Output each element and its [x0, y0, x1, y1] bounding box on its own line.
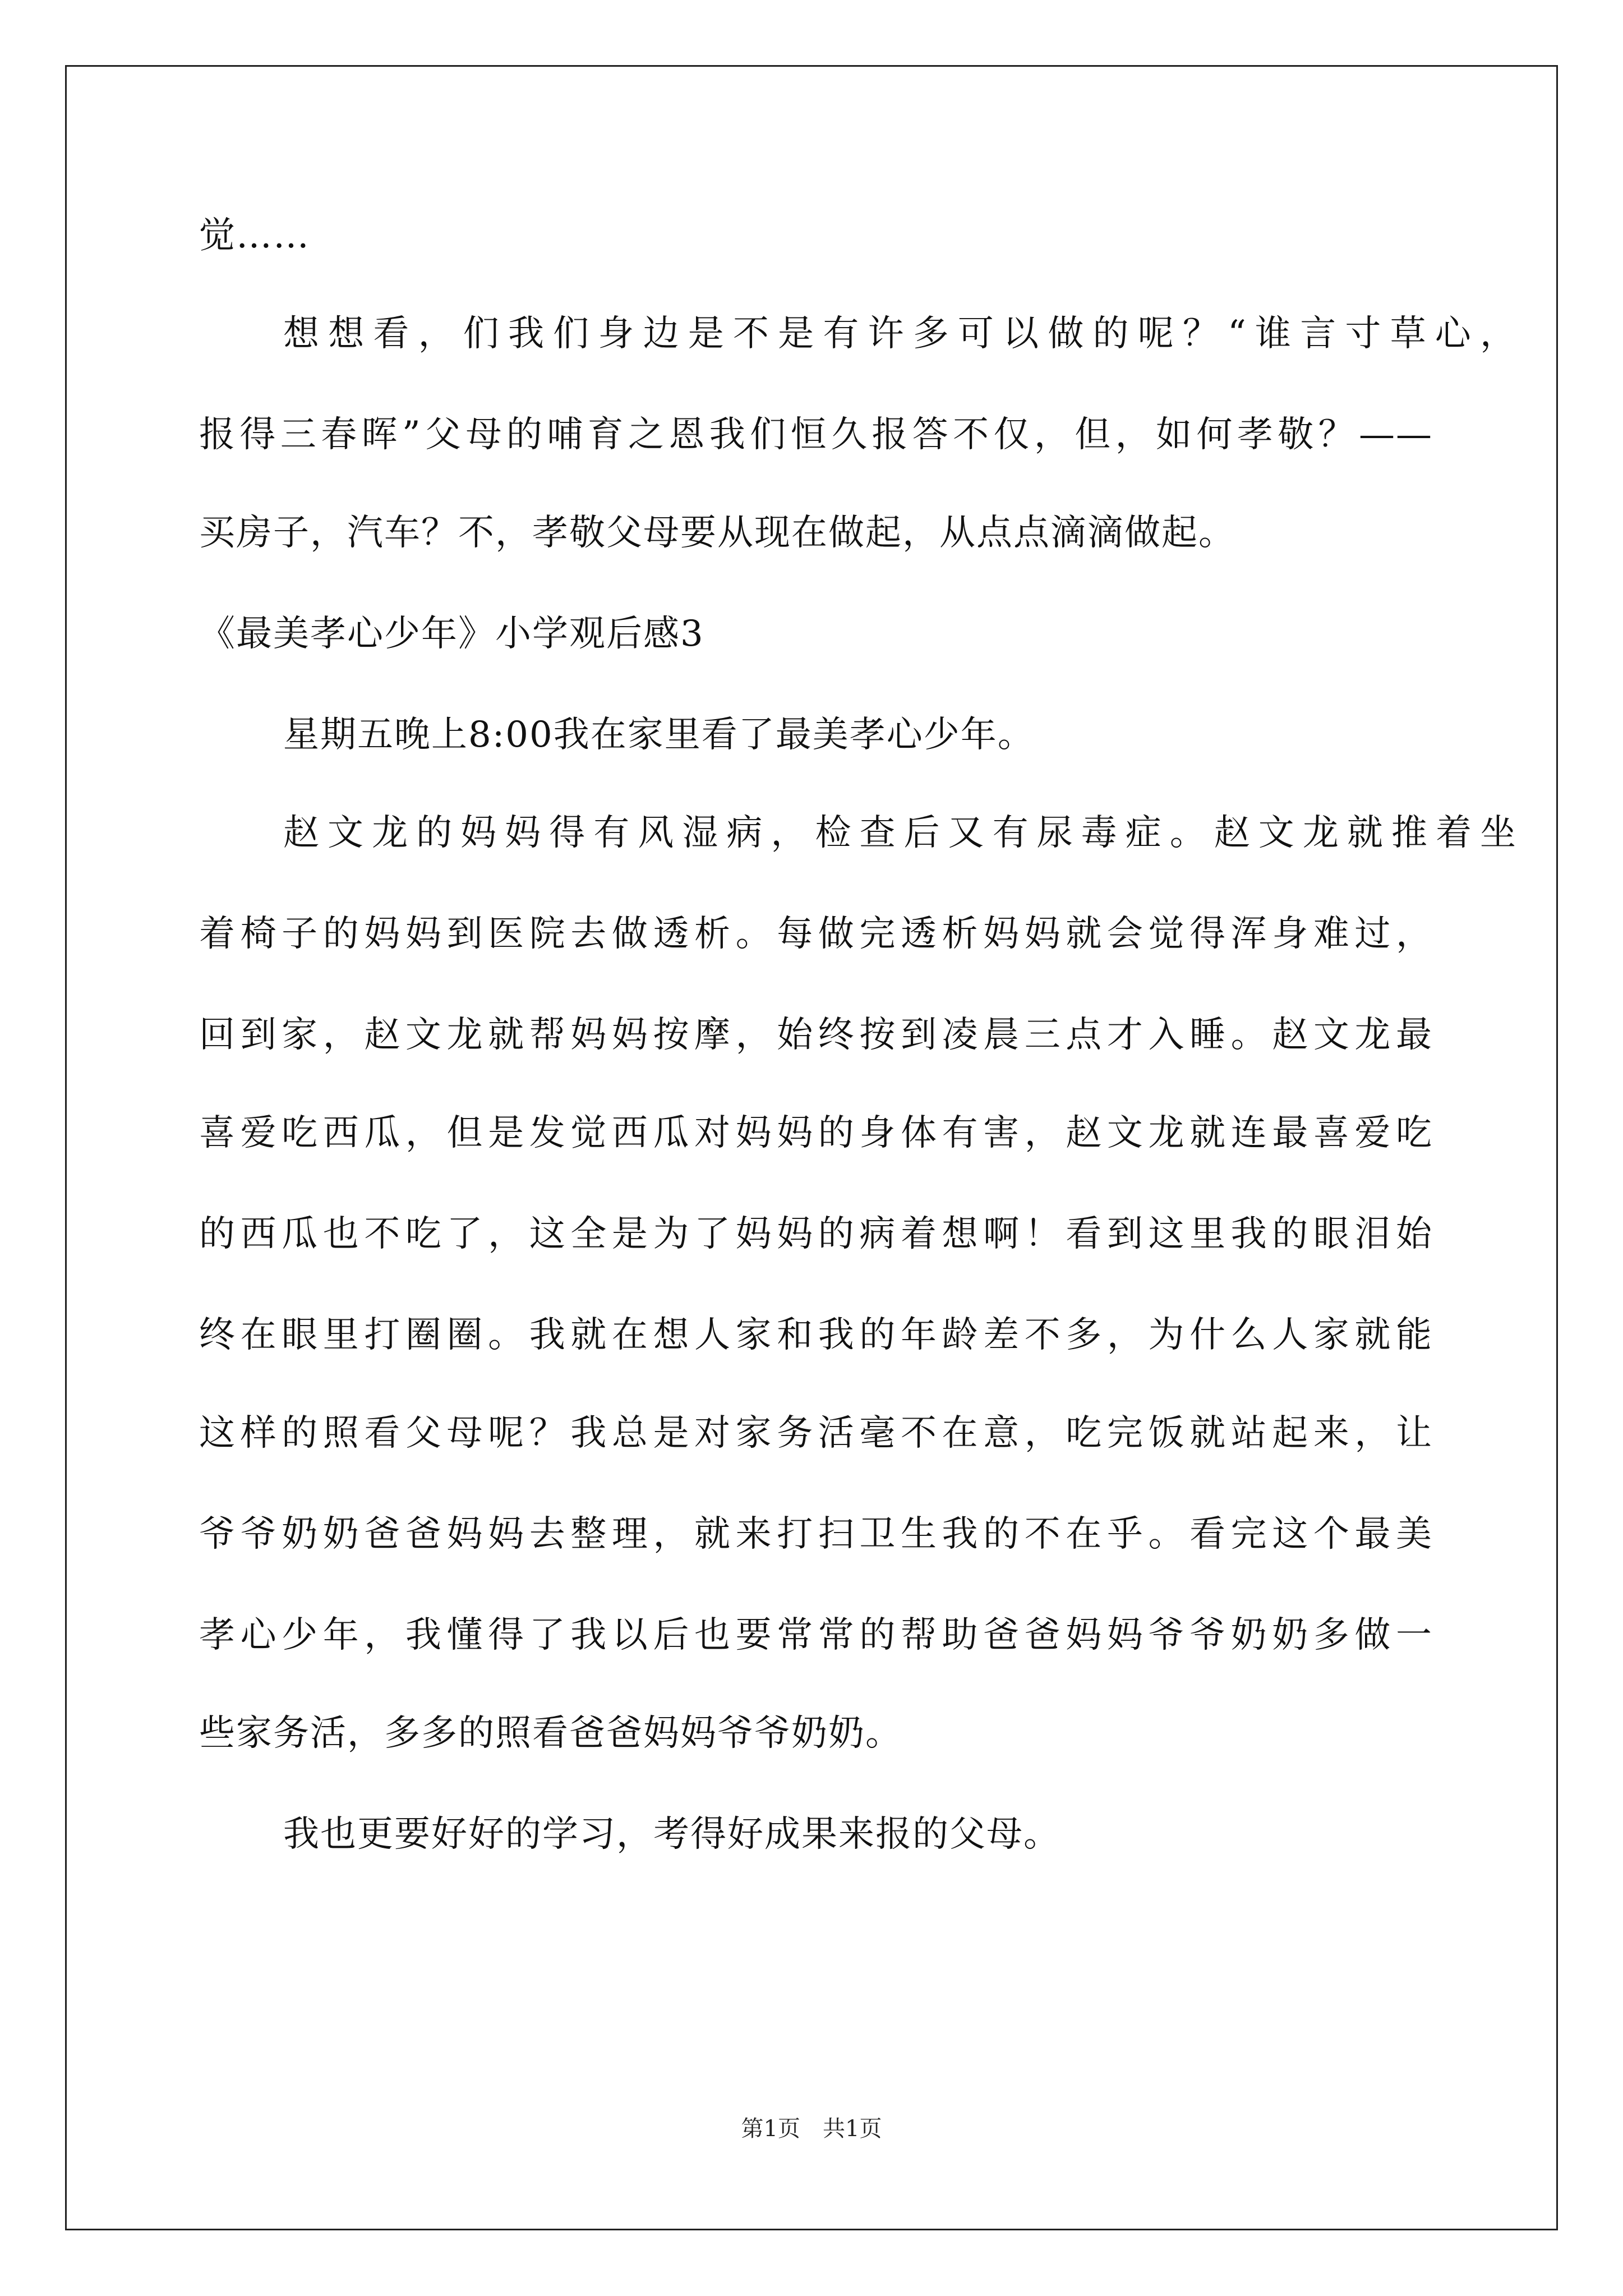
text-line: 喜爱吃西瓜，但是发觉西瓜对妈妈的身体有害，赵文龙就连最喜爱吃 — [199, 1112, 1433, 1154]
text-line: 报得三春晖”父母的哺育之恩我们恒久报答不仅，但，如何孝敬？—— — [199, 414, 1433, 455]
text-line: 孝心少年，我懂得了我以后也要常常的帮助爸爸妈妈爷爷奶奶多做一 — [199, 1614, 1433, 1656]
text-line: 回到家，赵文龙就帮妈妈按摩，始终按到凌晨三点才入睡。赵文龙最 — [199, 1014, 1433, 1056]
text-line: 的西瓜也不吃了，这全是为了妈妈的病着想啊！看到这里我的眼泪始 — [199, 1213, 1433, 1255]
text-line: 些家务活，多多的照看爸爸妈妈爷爷奶奶。 — [199, 1713, 902, 1754]
paragraph-first-line: 我也更要好好的学习，考得好成果来报的父母。 — [283, 1814, 1061, 1855]
paragraph-first-line: 想想看，们我们身边是不是有许多可以做的呢？“谁言寸草心， — [283, 313, 1517, 355]
text-line: 爷爷奶奶爸爸妈妈去整理，就来打扫卫生我的不在乎。看完这个最美 — [199, 1513, 1433, 1555]
page-number-footer: 第1页 共1页 — [741, 2116, 882, 2142]
paragraph-first-line: 赵文龙的妈妈得有风湿病，检查后又有尿毒症。赵文龙就推着坐 — [283, 812, 1517, 854]
text-line: 终在眼里打圈圈。我就在想人家和我的年龄差不多，为什么人家就能 — [199, 1314, 1433, 1356]
text-line: 这样的照看父母呢？我总是对家务活毫不在意，吃完饭就站起来，让 — [199, 1412, 1433, 1454]
text-line: 觉…… — [199, 215, 310, 256]
text-line: 着椅子的妈妈到医院去做透析。每做完透析妈妈就会觉得浑身难过， — [199, 913, 1433, 955]
paragraph-first-line: 星期五晚上8:00我在家里看了最美孝心少年。 — [283, 714, 1035, 756]
text-line: 买房子，汽车？不，孝敬父母要从现在做起，从点点滴滴做起。 — [199, 512, 1235, 554]
section-heading: 《最美孝心少年》小学观后感3 — [199, 613, 704, 655]
